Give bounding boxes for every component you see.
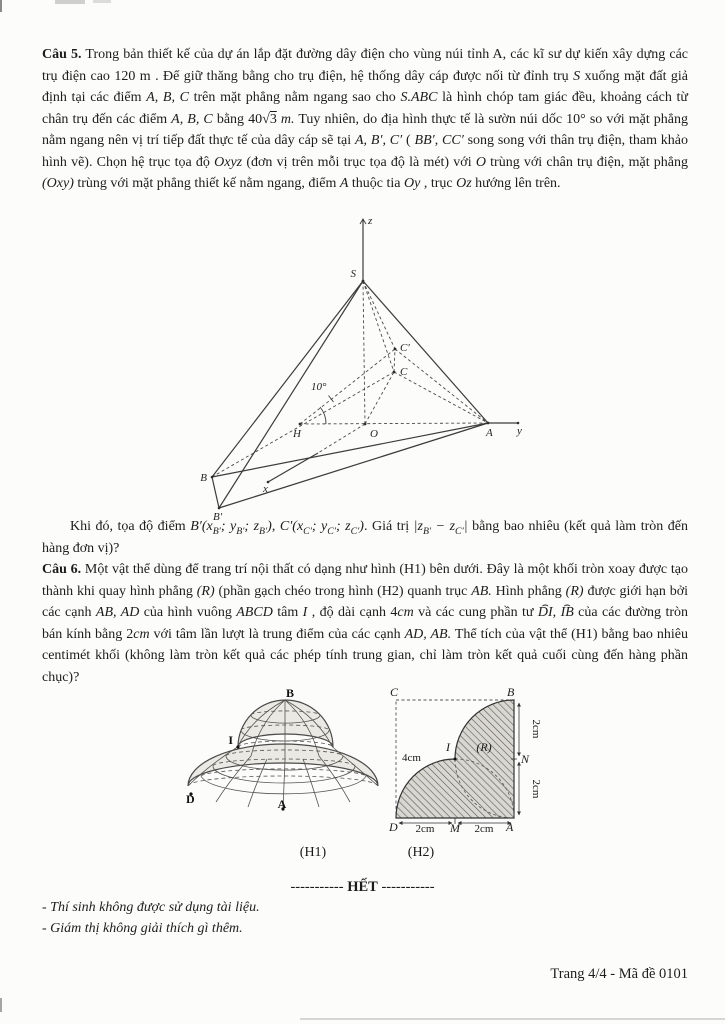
label-B: B (200, 472, 207, 484)
label-y: y (517, 425, 522, 437)
dome-body (188, 700, 378, 811)
end-of-exam-line: ----------- HẾT ----------- (290, 879, 435, 895)
label-H: H (293, 428, 301, 440)
label-A: A (277, 797, 287, 811)
dim-4cm: 4cm (402, 752, 421, 764)
label-I: I (446, 740, 450, 754)
figure-h2-region (383, 683, 547, 865)
label-B-prime: B′ (213, 511, 223, 520)
dim-2cm-right-top: 2cm (530, 719, 542, 739)
note-no-materials: - Thí sinh không được sử dụng tài liệu. (42, 900, 260, 915)
x-axis (268, 453, 318, 482)
figure-pyramid (150, 210, 560, 520)
label-D: D (186, 792, 195, 806)
page-number: Trang 4/4 - Mã đề 0101 (550, 966, 688, 982)
label-x: x (263, 483, 268, 495)
dim-2cm-bottom-left: 2cm (415, 823, 435, 835)
caption-h2: (H2) (407, 845, 435, 860)
label-angle-10: 10° (311, 381, 327, 393)
scan-artifact (0, 998, 2, 1012)
label-C: C (390, 685, 399, 699)
label-A: A (506, 820, 514, 834)
scan-artifact (93, 0, 111, 3)
exam-notes (42, 897, 542, 939)
question-5-followup-text: Khi đó, tọa độ điểm $B'(x_{B'}$; $y_{B'}$; $z_{B'}$), $C'(x_{C'}$; $y_{C'}$; $z_{C'}$). Giá trị $|z_{B'} - z_{C'}|$ bằng bao nhiêu (kết quả làm tròn đến hàng đơn vị)? (42, 519, 688, 556)
scan-artifact (55, 0, 85, 4)
hidden-edges (212, 281, 488, 477)
figure-h1-dome (128, 683, 392, 865)
angle-marks (320, 219, 366, 424)
label-M: M (450, 821, 460, 835)
scan-artifact (0, 0, 2, 12)
caption-h1: (H1) (299, 845, 327, 860)
label-C: C (400, 366, 408, 378)
question-5-text: Câu 5. Trong bản thiết kế của dự án lắp đặt đường dây điện cho vùng núi tỉnh A, các kĩ sư dự kiến xây dựng các trụ điện cao 120 m . Để giữ thăng bằng cho trụ điện, hệ thống dây cáp được nối từ đỉnh trụ S xuống mặt đất giả định tại các điểm A, B, C trên mặt phẳng nằm ngang sao cho S.ABC là hình chóp tam giác đều, khoảng cách từ chân trụ đến các điểm A, B, C bằng 40√3 m. Tuy nhiên, do địa hình thực tế là sườn núi dốc 10° so với mặt phẳng nằm ngang nên vị trí tiếp đất thực tế của dây cáp sẽ tại A, B′, C′ ( BB′, CC′ song song với thân trụ điện, tham khảo hình vẽ). Chọn hệ trục tọa độ Oxyz (đơn vị trên mỗi trục tọa độ là mét) với O trùng với chân trụ điện, mặt phẳng (Oxy) trùng với mặt phẳng thiết kế nằm ngang, điểm A thuộc tia Oy , trục Oz hướng lên trên. (42, 47, 689, 191)
label-N: N (521, 752, 530, 766)
label-R: (R) (476, 740, 492, 754)
figure-labels (200, 215, 522, 520)
label-D: D (389, 820, 398, 834)
label-B: B (507, 685, 515, 699)
label-z: z (368, 215, 373, 227)
dim-2cm-right-bottom: 2cm (530, 779, 542, 799)
dim-2cm-bottom-right: 2cm (474, 823, 494, 835)
label-A: A (486, 427, 493, 439)
label-O: O (370, 428, 378, 440)
label-C-prime: C′ (400, 342, 410, 354)
label-I: I (228, 733, 233, 747)
question-6-text: Câu 6. Một vật thể dùng để trang trí nội thất có dạng như hình (H1) bên dưới. Đây là một khối tròn xoay được tạo thành khi quay hình phẳng (R) (phần gạch chéo trong hình (H2) quanh trục AB. Hình phẳng (R) được giới hạn bởi các cạnh AB, AD của hình vuông ABCD tâm I , độ dài cạnh 4cm và các cung phần tư ⌢ DI, ⌢ IB của các đường tròn bán kính bằng 2cm với tâm lần lượt là trung điểm của các cạnh AD, AB. Thể tích của vật thể (H1) bằng bao nhiêu centimét khối (không làm tròn kết quả các phép tính trung gian, chỉ làm tròn kết quả cuối cùng đến hàng phần chục)? (42, 559, 688, 688)
label-B: B (285, 686, 295, 700)
label-S: S (350, 268, 356, 280)
note-no-explanation: - Giám thị không giải thích gì thêm. (42, 921, 243, 936)
solid-edges (212, 219, 518, 508)
scan-artifact (300, 1018, 725, 1020)
